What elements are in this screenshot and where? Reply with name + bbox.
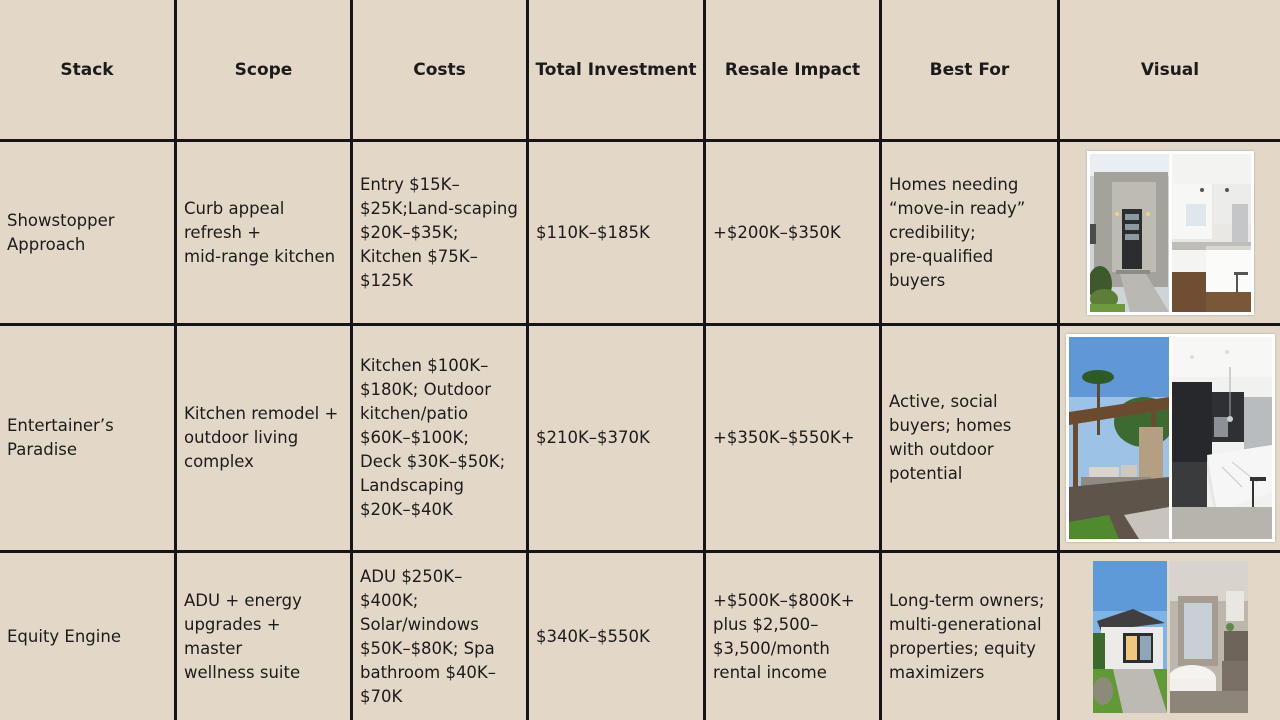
row1-scope: Curb appeal refresh + mid-range kitchen (177, 142, 350, 323)
row3-stack: Equity Engine (0, 553, 174, 720)
row2-resale-impact: +$350K–$550K+ (706, 326, 879, 550)
row3-scope: ADU + energy upgrades + master wellness suite (177, 553, 350, 720)
header-costs: Costs (353, 0, 526, 139)
row1-costs: Entry $15K– $25K;Land-scaping $20K–$35K; Kitchen $75K– $125K (353, 142, 526, 323)
row1-visual (1060, 142, 1280, 323)
row1-photo-collage (1087, 151, 1254, 315)
white-kitchen-photo (1172, 154, 1251, 312)
row1-stack: Showstopper Approach (0, 142, 174, 323)
row1-total-investment: $110K–$185K (529, 142, 703, 323)
spa-bathroom-photo (1170, 561, 1248, 713)
header-best-for: Best For (882, 0, 1057, 139)
header-resale-impact: Resale Impact (706, 0, 879, 139)
row3-total-investment: $340K–$550K (529, 553, 703, 720)
row1-resale-impact: +$200K–$350K (706, 142, 879, 323)
row3-costs: ADU $250K– $400K; Solar/windows $50K–$80K; Spa bathroom $40K– $70K (353, 553, 526, 720)
row3-best-for: Long-term owners; multi-generational properties; equity maximizers (882, 553, 1057, 720)
adu-cottage-photo (1093, 561, 1167, 713)
header-visual: Visual (1060, 0, 1280, 139)
row2-photo-collage (1066, 334, 1275, 542)
row3-visual (1060, 553, 1280, 720)
modern-entry-photo (1090, 154, 1169, 312)
pergola-patio-photo (1069, 337, 1169, 539)
dark-kitchen-photo (1172, 337, 1272, 539)
header-total-investment: Total Investment (529, 0, 703, 139)
header-stack: Stack (0, 0, 174, 139)
row2-best-for: Active, social buyers; homes with outdoor potential (882, 326, 1057, 550)
row3-resale-impact: +$500K–$800K+ plus $2,500– $3,500/month rental income (706, 553, 879, 720)
row2-visual (1060, 326, 1280, 550)
row2-costs: Kitchen $100K– $180K; Outdoor kitchen/patio $60K–$100K; Deck $30K–$50K; Landscaping $20K–$40K (353, 326, 526, 550)
row2-total-investment: $210K–$370K (529, 326, 703, 550)
header-scope: Scope (177, 0, 350, 139)
row1-best-for: Homes needing “move-in ready” credibility; pre-qualified buyers (882, 142, 1057, 323)
row2-scope: Kitchen remodel + outdoor living complex (177, 326, 350, 550)
row3-photo-collage (1093, 561, 1248, 713)
row2-stack: Entertainer’s Paradise (0, 326, 174, 550)
